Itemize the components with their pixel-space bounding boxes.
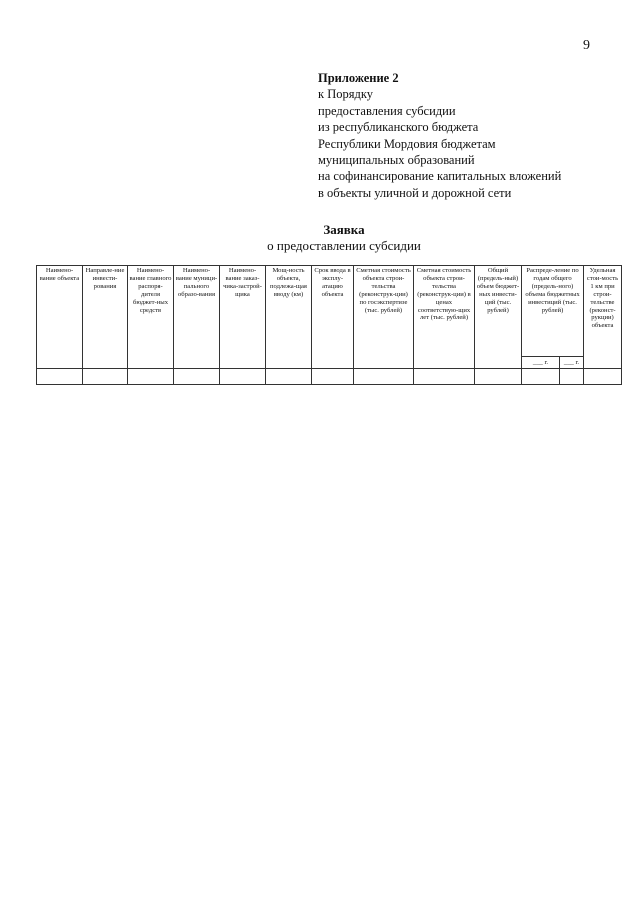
appendix-line: из республиканского бюджета: [318, 120, 479, 135]
column-header: Срок ввода в эксплу-атацию объекта: [312, 266, 354, 369]
document-heading: [0, 222, 640, 254]
appendix-title: Приложение 2: [318, 71, 399, 85]
year-subheader: ___ г.: [522, 357, 560, 369]
table-cell: [475, 369, 522, 385]
table-cell: [266, 369, 312, 385]
table-cell: [220, 369, 266, 385]
column-header: Общий (предель-ный) объем бюджет-ных инвести-ций (тыс. рублей): [475, 266, 522, 369]
table-cell: [560, 369, 584, 385]
table-header-row: [37, 266, 622, 357]
column-header: Сметная стоимость объекта строи-тельства (реконструк-ции) по госэкспертизе (тыс. рублей): [354, 266, 414, 369]
column-header: Направле-ние инвести-рования: [83, 266, 128, 369]
request-table: [36, 265, 622, 385]
column-header: Наимено-вание муници-пального образо-вания: [174, 266, 220, 369]
appendix-block: [318, 70, 618, 201]
document-subtitle: о предоставлении субсидии: [267, 238, 421, 253]
appendix-line: предоставления субсидии: [318, 103, 456, 118]
column-header: Наимено-вание главного распоря-дителя бюджет-ных средств: [128, 266, 174, 369]
column-header: Наимено-вание заказ-чика-застрой-щика: [220, 266, 266, 369]
appendix-line: на софинансирование капитальных вложений: [318, 169, 562, 184]
page-number: 9: [583, 38, 590, 53]
column-header: Распреде-ление по годам общего (предель-ного) объема бюджетных инвестиций (тыс. рублей): [522, 266, 584, 357]
table-cell: [174, 369, 220, 385]
column-header: Сметная стоимость объекта строи-тельства (реконструк-ции) в ценах соответствую-щих лет (тыс. рублей): [414, 266, 475, 369]
table-cell: [584, 369, 622, 385]
table-cell: [354, 369, 414, 385]
appendix-line: к Порядку: [318, 87, 373, 102]
document-title: Заявка: [323, 222, 365, 237]
column-header: Наимено-вание объекта: [37, 266, 83, 369]
table-cell: [312, 369, 354, 385]
table-cell: [522, 369, 560, 385]
appendix-line: в объекты уличной и дорожной сети: [318, 185, 512, 200]
table-cell: [83, 369, 128, 385]
column-header: Удельная стои-мость 1 км при строи-тельстве (реконст-рукции) объекта: [584, 266, 622, 369]
table-cell: [414, 369, 475, 385]
table-cell: [128, 369, 174, 385]
year-subheader: ___ г.: [560, 357, 584, 369]
appendix-line: Республики Мордовия бюджетам: [318, 136, 496, 151]
appendix-line: муниципальных образований: [318, 153, 475, 168]
column-header: Мощ-ность объекта, подлежа-щая вводу (км): [266, 266, 312, 369]
table-cell: [37, 369, 83, 385]
table-row: [37, 369, 622, 385]
